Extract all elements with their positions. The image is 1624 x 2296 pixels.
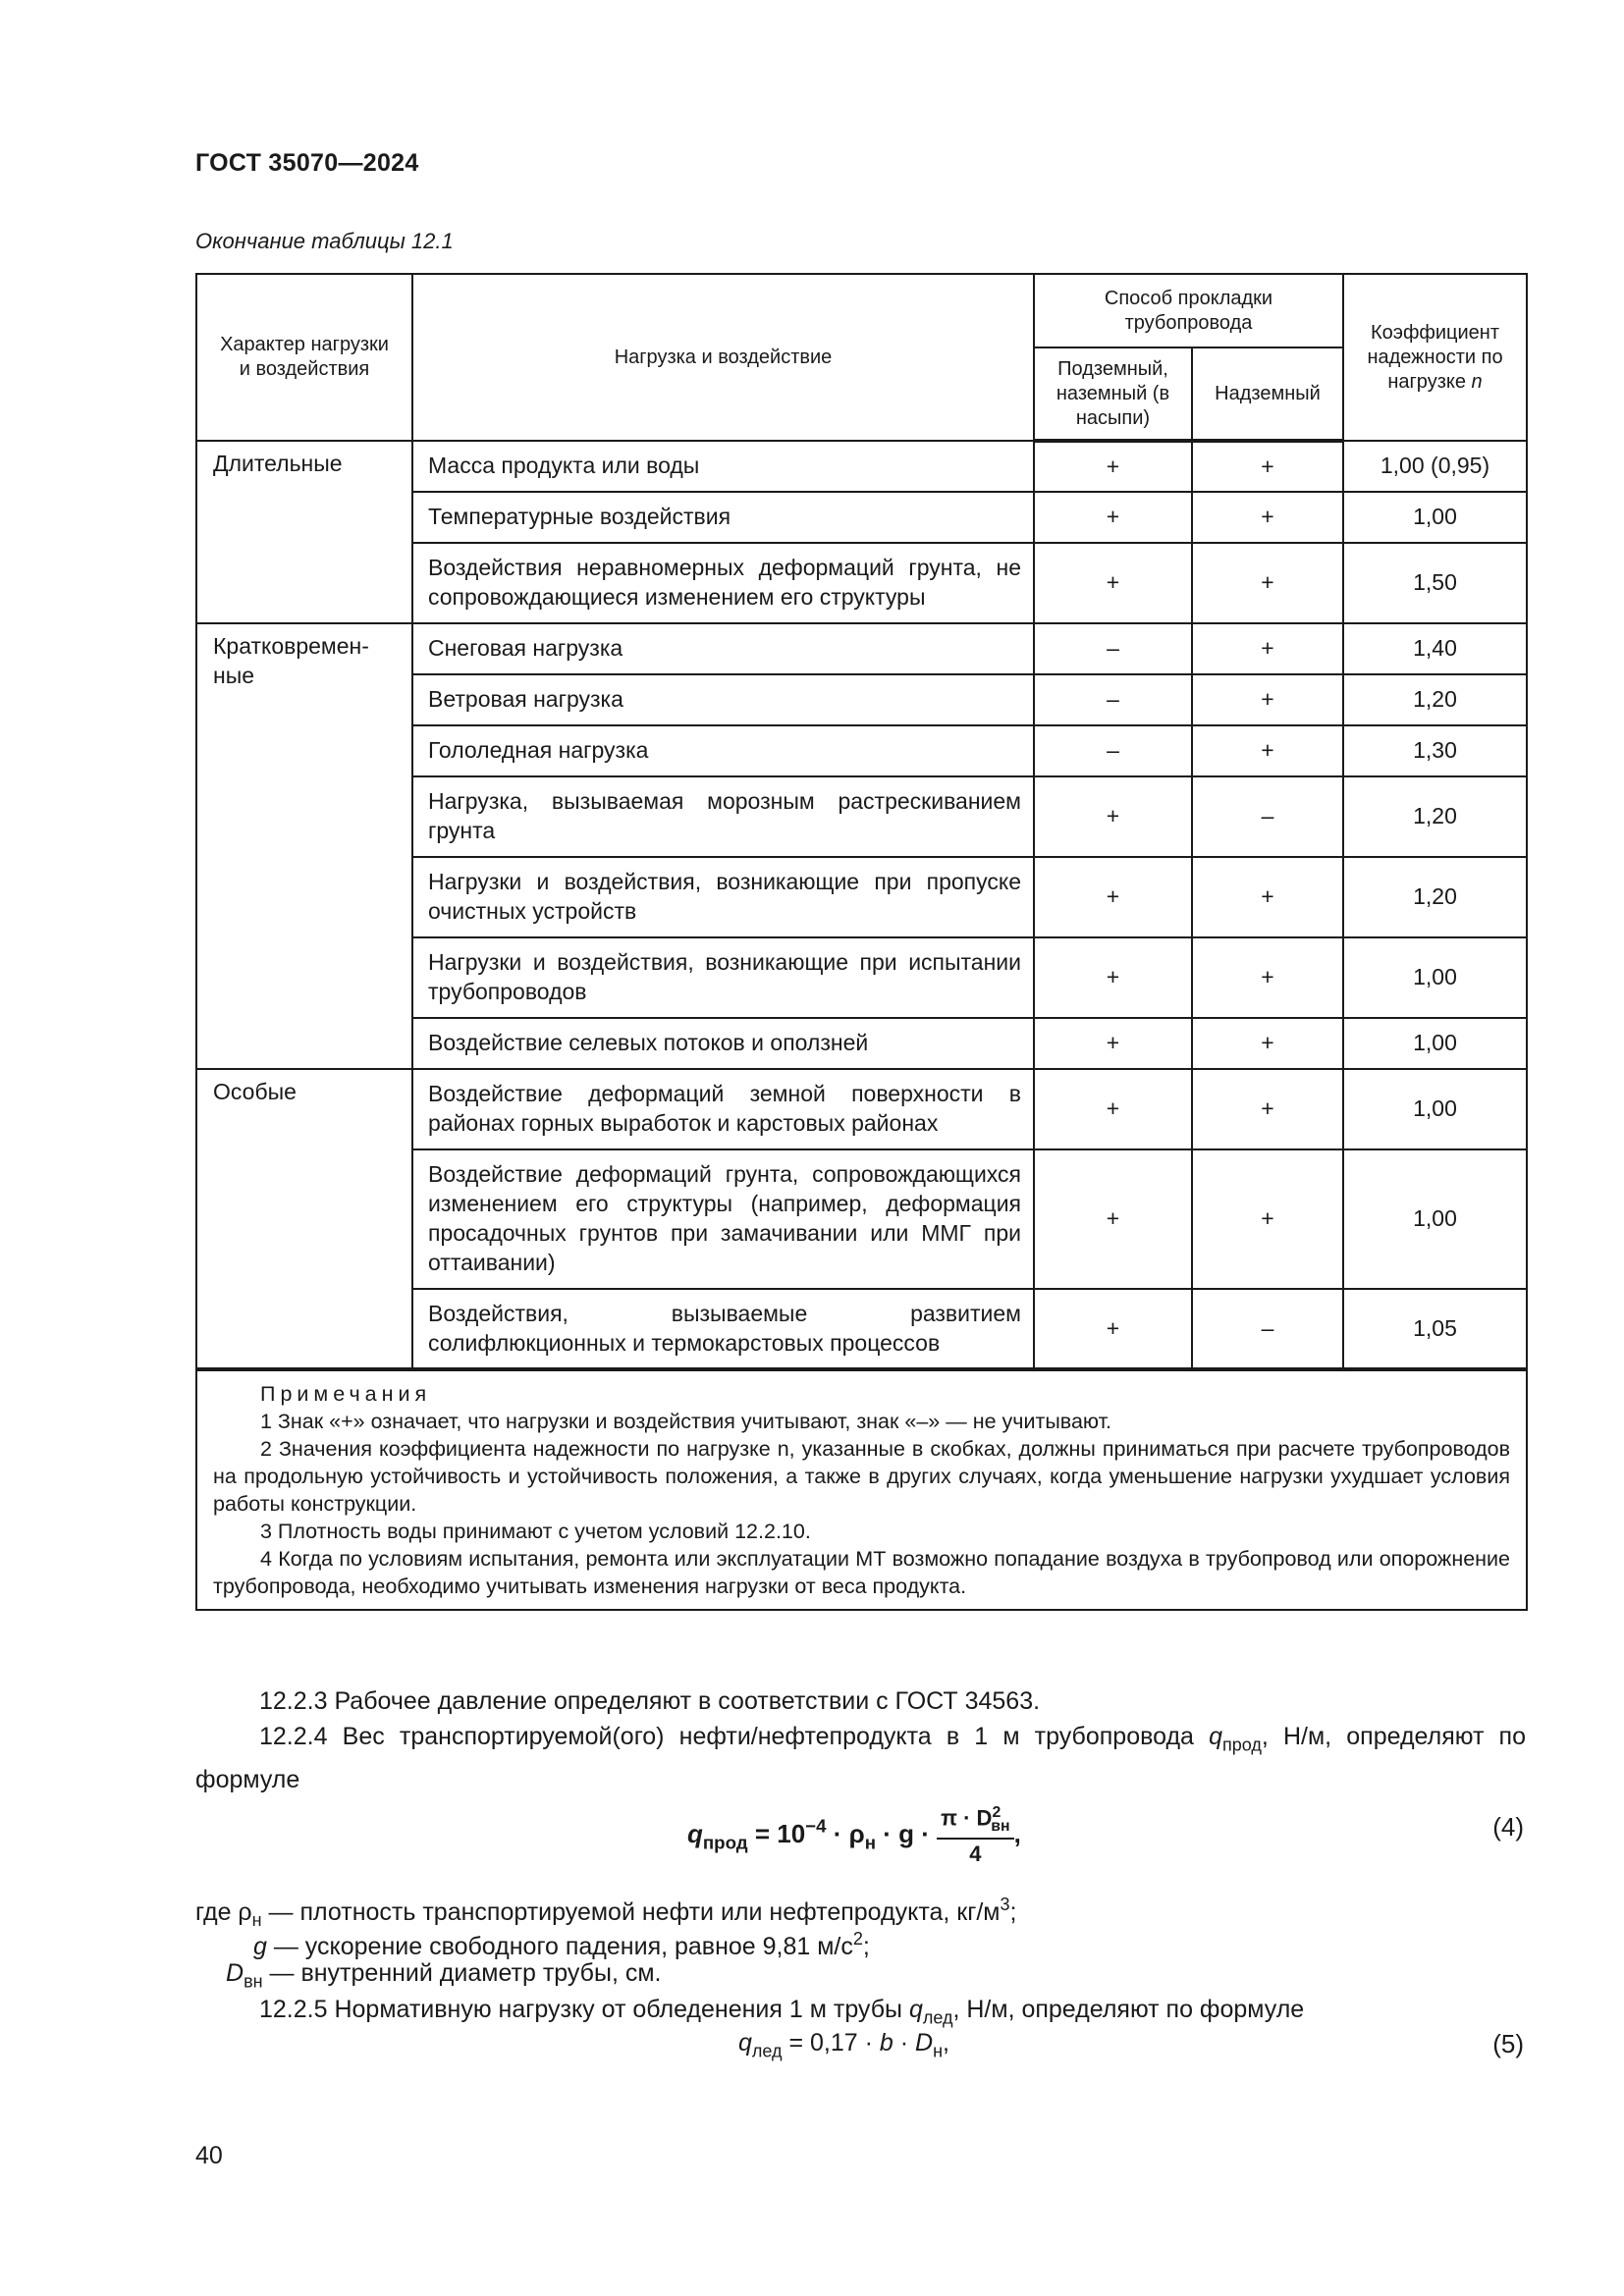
where-d-b: — внутренний диаметр трубы, см.	[262, 1959, 662, 1987]
q-ice-symbol: q	[908, 1996, 923, 2023]
formula-4-number: (4)	[1492, 1812, 1524, 1842]
underground-mark: +	[1034, 1069, 1192, 1149]
formula-4-exp: −4	[805, 1815, 827, 1837]
table-row	[196, 441, 1527, 492]
aboveground-mark: +	[1192, 623, 1343, 674]
where-g-c: ;	[862, 1932, 870, 1960]
note-item: 2 Значения коэффициента надежности по нагрузке n, указанные в скобках, должны приниматься при расчете трубопроводов на продольную устойчивость и устойчивость положения, а также в других случаях, когда уменьшение нагрузки ухудшает условия работы конструкции.	[213, 1436, 1510, 1516]
formula-5-number: (5)	[1492, 2029, 1524, 2058]
category-special: Особые	[196, 1069, 412, 1369]
notes-title: Примечания	[260, 1382, 432, 1406]
underground-mark: +	[1034, 857, 1192, 937]
header-character: Характер нагрузки и воздействия	[196, 274, 412, 441]
load-factor-table	[195, 273, 1528, 1611]
underground-mark: +	[1034, 1289, 1192, 1369]
load-name: Воздействие деформаций грунта, сопровождающихся изменением его структуры (например, деформация просадочных грунтов при замачивании или ММГ при оттаивании)	[412, 1149, 1034, 1289]
note-item: 4 Когда по условиям испытания, ремонта или эксплуатации МТ возможно попадание воздуха в трубопровод или опорожнение трубопровода, необходимо учитывать изменения нагрузки от веса продукта.	[213, 1546, 1510, 1598]
coefficient-value: 1,00	[1343, 1018, 1527, 1069]
formula-5-end: ,	[943, 2029, 949, 2056]
aboveground-mark: +	[1192, 441, 1343, 492]
where-rho-sub: н	[251, 1910, 262, 1931]
load-name: Воздействие селевых потоков и оползней	[412, 1018, 1034, 1069]
formula-5	[738, 2029, 949, 2061]
formula-4-fraction	[937, 1804, 1013, 1867]
aboveground-mark: +	[1192, 492, 1343, 543]
coefficient-value: 1,20	[1343, 857, 1527, 937]
paragraph-12-2-4-text-b: , Н/м, определяют по формуле	[195, 1723, 1526, 1794]
formula-4-rho-sub: н	[864, 1832, 877, 1853]
underground-mark: +	[1034, 492, 1192, 543]
note-item: 3 Плотность воды принимают с учетом условий 12.2.10.	[260, 1519, 811, 1543]
aboveground-mark: –	[1192, 776, 1343, 857]
coefficient-value: 1,20	[1343, 674, 1527, 725]
formula-4-rho: · ρ	[826, 1819, 865, 1848]
formula-4	[687, 1804, 1021, 1867]
underground-mark: +	[1034, 776, 1192, 857]
coefficient-value: 1,00	[1343, 1149, 1527, 1289]
aboveground-mark: +	[1192, 1149, 1343, 1289]
coefficient-value: 1,05	[1343, 1289, 1527, 1369]
paragraph-12-2-5-text-b: , Н/м, определяют по формуле	[952, 1996, 1305, 2023]
underground-mark: +	[1034, 937, 1192, 1018]
coefficient-value: 1,50	[1343, 543, 1527, 623]
table-row	[196, 1069, 1527, 1149]
load-name: Нагрузка, вызываемая морозным растрескиванием грунта	[412, 776, 1034, 857]
formula-5-q-sub: лед	[751, 2041, 783, 2061]
coefficient-value: 1,00	[1343, 1069, 1527, 1149]
underground-mark: –	[1034, 674, 1192, 725]
formula-5-d-sub: н	[933, 2041, 944, 2061]
coefficient-value: 1,00 (0,95)	[1343, 441, 1527, 492]
q-subscript: прод	[1222, 1735, 1262, 1755]
header-load: Нагрузка и воздействие	[412, 274, 1034, 441]
load-name: Нагрузки и воздействия, возникающие при пропуске очистных устройств	[412, 857, 1034, 937]
formula-4-end: ,	[1013, 1819, 1021, 1848]
formula-4-eq: = 10	[747, 1819, 806, 1848]
load-name: Снеговая нагрузка	[412, 623, 1034, 674]
header-aboveground: Надземный	[1192, 347, 1343, 441]
where-rho-a: где ρ	[195, 1897, 252, 1926]
where-rho-b: — плотность транспортируемой нефти или нефтепродукта, кг/м	[261, 1897, 1001, 1926]
load-name: Нагрузки и воздействия, возникающие при испытании трубопроводов	[412, 937, 1034, 1018]
where-g-symbol: g	[253, 1932, 267, 1960]
where-d-sub: вн	[244, 1971, 263, 1992]
aboveground-mark: +	[1192, 857, 1343, 937]
table-continuation-caption: Окончание таблицы 12.1	[195, 229, 454, 253]
paragraph-12-2-5-text-a: 12.2.5 Нормативную нагрузку от обледенения 1 м трубы	[259, 1996, 909, 2023]
category-long: Длительные	[196, 441, 412, 623]
formula-5-dot: ·	[893, 2029, 916, 2056]
formula-4-g: · g ·	[876, 1819, 938, 1848]
q-ice-subscript: лед	[922, 2007, 953, 2028]
formula-4-q-sub: прод	[702, 1832, 748, 1853]
where-rho-sup: 3	[1000, 1895, 1010, 1914]
formula-5-d: D	[915, 2029, 934, 2056]
formula-4-denominator: 4	[969, 1842, 982, 1867]
header-underground: Подземный, наземный (в насыпи)	[1034, 347, 1192, 441]
load-name: Ветровая нагрузка	[412, 674, 1034, 725]
load-name: Температурные воздействия	[412, 492, 1034, 543]
formula-5-eq: = 0,17 ·	[782, 2029, 880, 2056]
formula-4-q: q	[687, 1819, 703, 1848]
formula-4-num-text: π · D	[941, 1805, 993, 1831]
formula-4-num-sub: вн	[991, 1818, 1010, 1836]
load-name: Воздействия неравномерных деформаций грунта, не сопровождающиеся изменением его структуры	[412, 543, 1034, 623]
aboveground-mark: +	[1192, 1018, 1343, 1069]
header-method: Способ прокладки трубопровода	[1034, 274, 1343, 347]
paragraph-12-2-4-text-a: 12.2.4 Вес транспортируемой(ого) нефти/нефтепродукта в 1 м трубопровода	[259, 1723, 1210, 1750]
aboveground-mark: +	[1192, 543, 1343, 623]
where-d-symbol: D	[226, 1959, 244, 1987]
underground-mark: +	[1034, 1018, 1192, 1069]
where-g-b: — ускорение свободного падения, равное 9,81 м/с	[266, 1932, 853, 1960]
aboveground-mark: +	[1192, 725, 1343, 776]
standard-designation: ГОСТ 35070—2024	[195, 149, 419, 177]
where-rho-c: ;	[1009, 1897, 1017, 1926]
underground-mark: –	[1034, 725, 1192, 776]
header-coefficient-label: Коэффициент надежности по нагрузке n	[1367, 321, 1503, 393]
load-name: Воздействие деформаций земной поверхности в районах горных выработок и карстовых районах	[412, 1069, 1034, 1149]
coefficient-value: 1,40	[1343, 623, 1527, 674]
coefficient-value: 1,30	[1343, 725, 1527, 776]
aboveground-mark: +	[1192, 674, 1343, 725]
aboveground-mark: –	[1192, 1289, 1343, 1369]
formula-4-numerator	[937, 1804, 1013, 1840]
paragraph-12-2-3: 12.2.3 Рабочее давление определяют в соответствии с ГОСТ 34563.	[259, 1687, 1041, 1715]
category-short: Кратковремен-ные	[196, 623, 412, 1069]
table-row	[196, 623, 1527, 674]
paragraph-12-2-4	[195, 1719, 1526, 1797]
coefficient-value: 1,20	[1343, 776, 1527, 857]
formula-5-q: q	[738, 2029, 752, 2056]
notes-row	[196, 1369, 1527, 1610]
formula-5-b: b	[879, 2029, 893, 2056]
aboveground-mark: +	[1192, 937, 1343, 1018]
coefficient-value: 1,00	[1343, 492, 1527, 543]
page-number: 40	[195, 2142, 223, 2169]
load-name: Гололедная нагрузка	[412, 725, 1034, 776]
q-symbol: q	[1209, 1723, 1222, 1750]
formula-4-num-sup: 2	[992, 1804, 1001, 1821]
note-item: 1 Знак «+» означает, что нагрузки и воздействия учитывают, знак «–» — не учитывают.	[260, 1409, 1112, 1433]
table-notes	[196, 1369, 1527, 1610]
load-name: Воздействия, вызываемые развитием солифлюкционных и термокарстовых процессов	[412, 1289, 1034, 1369]
header-coefficient	[1343, 274, 1527, 441]
where-g-sup: 2	[852, 1929, 863, 1949]
load-name: Масса продукта или воды	[412, 441, 1034, 492]
aboveground-mark: +	[1192, 1069, 1343, 1149]
coefficient-value: 1,00	[1343, 937, 1527, 1018]
underground-mark: +	[1034, 441, 1192, 492]
underground-mark: +	[1034, 1149, 1192, 1289]
underground-mark: –	[1034, 623, 1192, 674]
underground-mark: +	[1034, 543, 1192, 623]
